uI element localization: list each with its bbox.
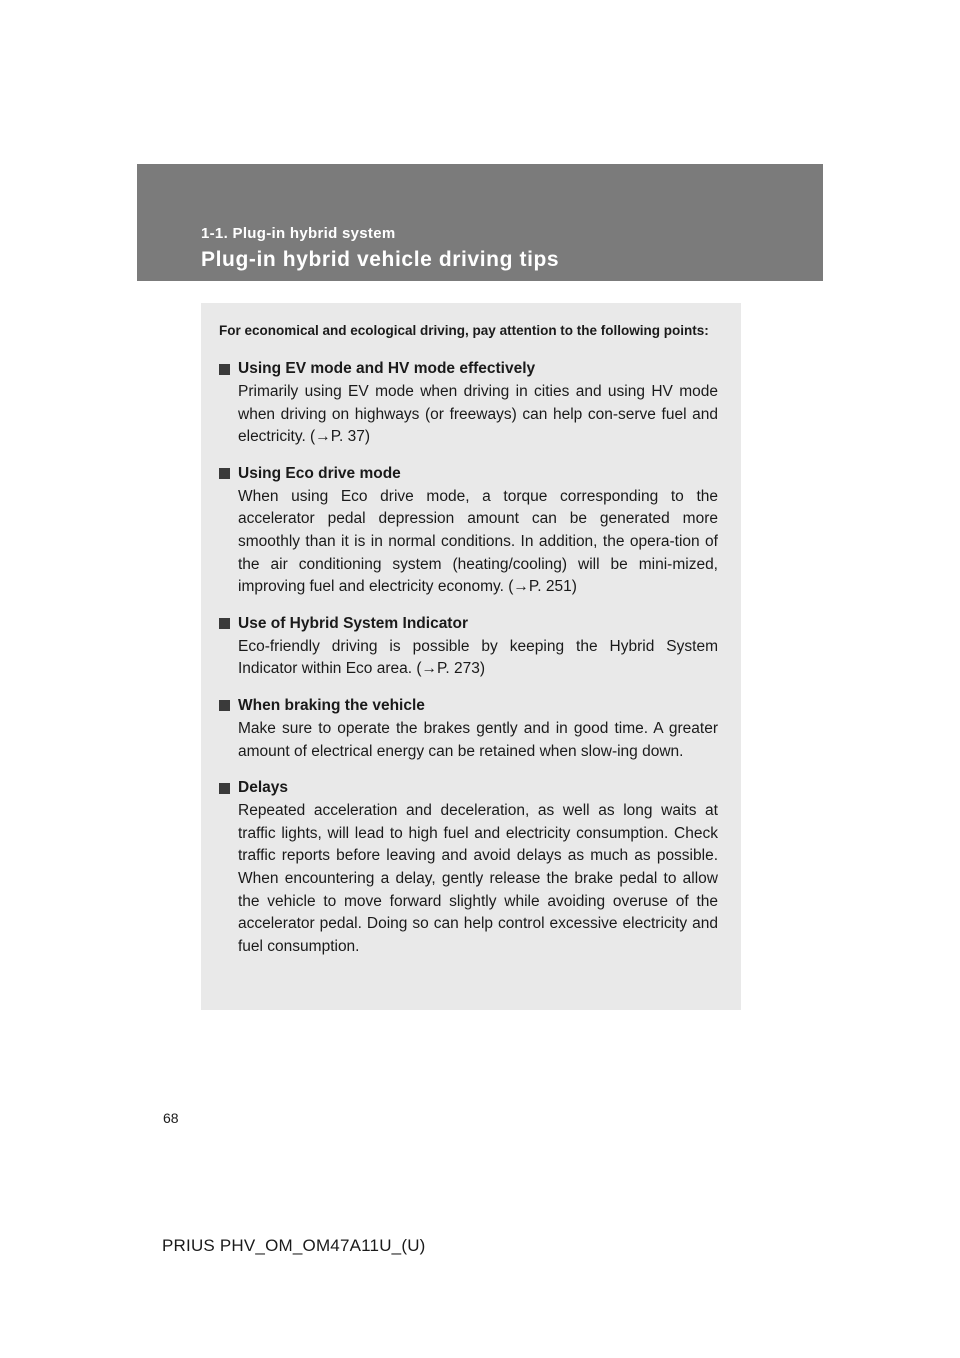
tip-heading: Delays	[238, 779, 288, 797]
square-bullet-icon	[219, 468, 230, 479]
square-bullet-icon	[219, 700, 230, 711]
tip-heading: Use of Hybrid System Indicator	[238, 614, 468, 632]
square-bullet-icon	[219, 618, 230, 629]
intro-text: For economical and ecological driving, pay attention to the following points:	[219, 323, 709, 338]
page-number: 68	[163, 1110, 179, 1126]
tip-body: Primarily using EV mode when driving in cities and using HV mode when driving on highways (or freeways) can help con-serve fuel and electricity. (→P. 37)	[238, 383, 718, 446]
page-title: Plug-in hybrid vehicle driving tips	[201, 248, 560, 271]
tip-item	[219, 776, 718, 958]
tip-body: Eco-friendly driving is possible by keeping the Hybrid System Indicator within Eco area. (→P. 273)	[238, 637, 718, 678]
tips-box	[201, 303, 741, 1010]
tip-item	[219, 694, 718, 763]
tip-item	[219, 357, 718, 449]
tip-body: Repeated acceleration and deceleration, as well as long waits at traffic lights, will lead to high fuel and electricity consumption. Check traffic reports before leaving and avoid delays as much as possible. When encountering a delay, gently release the brake pedal to allow the vehicle to move forward slightly while avoiding overuse of the accelerator pedal. Doing so can help control excessive electricity and fuel consumption.	[238, 802, 718, 955]
tip-heading: Using EV mode and HV mode effectively	[238, 360, 536, 377]
footer-code: PRIUS PHV_OM_OM47A11U_(U)	[162, 1236, 426, 1255]
tip-body: Make sure to operate the brakes gently and in good time. A greater amount of electrical energy can be retained when slow-ing down.	[238, 719, 718, 760]
section-label: 1-1. Plug-in hybrid system	[201, 225, 396, 242]
tip-heading: When braking the vehicle	[238, 696, 425, 714]
tip-heading: Using Eco drive mode	[238, 464, 401, 482]
square-bullet-icon	[219, 364, 230, 375]
tip-body: When using Eco drive mode, a torque corresponding to the accelerator pedal depression amount can be generated more smoothly than it is in normal conditions. In addition, the opera-tion of the air conditioning system (heating/cooling) will be mini-mized, improving fuel and electricity economy. (→P. 251)	[238, 487, 718, 596]
tip-item	[219, 462, 718, 599]
tip-item	[219, 612, 718, 681]
header-band	[137, 164, 823, 281]
square-bullet-icon	[219, 783, 230, 794]
